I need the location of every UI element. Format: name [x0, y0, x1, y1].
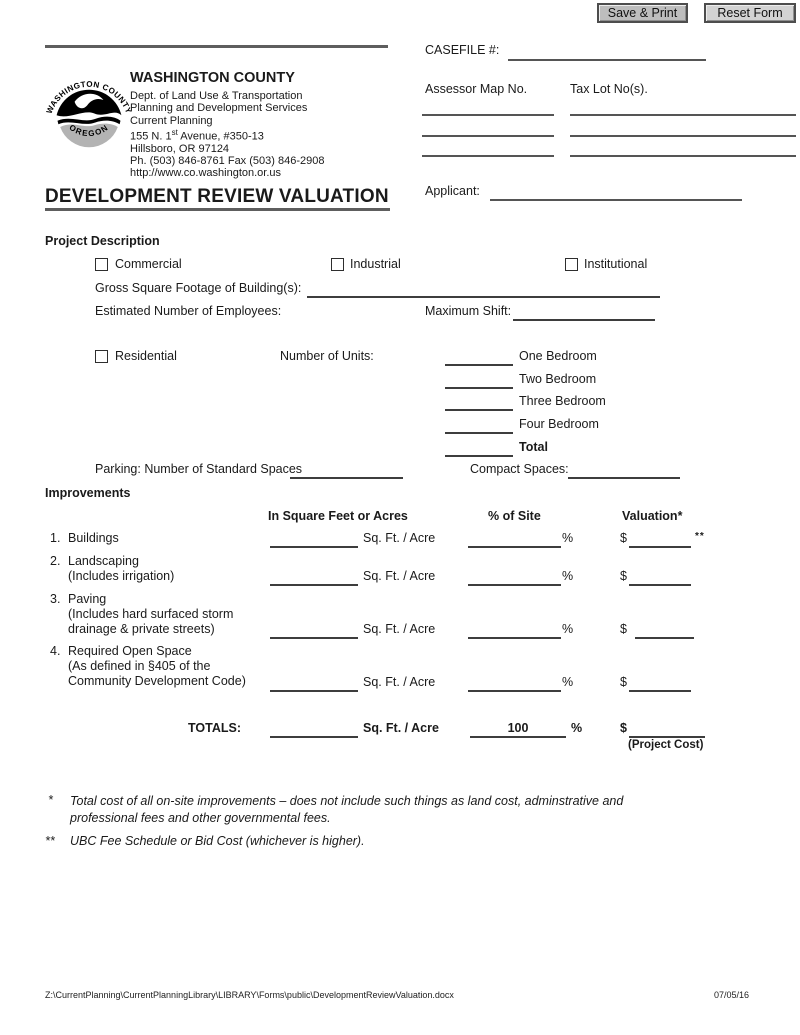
row2-label-line2: (Includes irrigation)	[68, 569, 175, 583]
agency-website: http://www.co.washington.or.us	[130, 167, 282, 180]
one-bedroom-input-line[interactable]	[445, 364, 513, 366]
row4-pct-input-line[interactable]	[468, 690, 561, 692]
row1-pct-input-line[interactable]	[468, 546, 561, 548]
residential-label: Residential	[115, 349, 177, 363]
agency-name: WASHINGTON COUNTY	[130, 70, 295, 86]
row4-dollar-sign: $	[620, 675, 627, 689]
three-bedroom-input-line[interactable]	[445, 409, 513, 411]
assessor-map-line-1[interactable]	[422, 114, 554, 116]
row4-label-line3: Community Development Code)	[68, 674, 246, 688]
row2-valuation-input-line[interactable]	[629, 584, 691, 586]
county-seal-logo	[44, 64, 134, 159]
parking-standard-input-line[interactable]	[290, 477, 403, 479]
footnote-dstar-line1: UBC Fee Schedule or Bid Cost (whichever is higher).	[70, 834, 365, 848]
title-rule	[45, 208, 390, 211]
tax-lot-line-2[interactable]	[570, 135, 796, 137]
row2-dollar-sign: $	[620, 569, 627, 583]
totals-pct-line	[470, 736, 566, 738]
max-shift-label: Maximum Shift:	[425, 304, 512, 318]
row3-label-line1: Paving	[68, 592, 107, 606]
tax-lot-line-1[interactable]	[570, 114, 796, 116]
row4-label-line2: (As defined in §405 of the	[68, 659, 211, 673]
four-bedroom-label: Four Bedroom	[519, 417, 599, 431]
assessor-map-line-3[interactable]	[422, 155, 554, 157]
applicant-input-line[interactable]	[490, 199, 742, 201]
col-header-valuation: Valuation*	[622, 509, 683, 523]
gross-footage-label: Gross Square Footage of Building(s):	[95, 281, 302, 295]
row4-valuation-input-line[interactable]	[629, 690, 691, 692]
row3-unit-suffix: Sq. Ft. / Acre	[363, 622, 436, 636]
row3-valuation-input-line[interactable]	[635, 637, 694, 639]
parking-standard-label: Parking: Number of Standard Spaces	[95, 462, 303, 476]
assessor-map-line-2[interactable]	[422, 135, 554, 137]
max-shift-input-line[interactable]	[513, 319, 655, 321]
number-of-units-label: Number of Units:	[280, 349, 374, 363]
agency-city: Hillsboro, OR 97124	[130, 142, 230, 155]
seal-wave-stripe	[58, 117, 121, 125]
three-bedroom-label: Three Bedroom	[519, 394, 606, 408]
footnote-dstar-marker: **	[45, 834, 55, 848]
header-rule	[45, 45, 388, 48]
county-seal-svg	[44, 64, 134, 154]
tax-lot-line-3[interactable]	[570, 155, 796, 157]
row1-dollar-sign: $	[620, 531, 627, 545]
agency-dept-line2: Planning and Development Services	[130, 102, 308, 115]
totals-pct-suffix: %	[571, 721, 583, 735]
four-bedroom-input-line[interactable]	[445, 432, 513, 434]
total-units-input-line[interactable]	[445, 455, 513, 457]
project-description-heading: Project Description	[45, 234, 160, 248]
footer-date: 07/05/16	[714, 990, 750, 1000]
row3-pct-input-line[interactable]	[468, 637, 561, 639]
row2-unit-suffix: Sq. Ft. / Acre	[363, 569, 436, 583]
footnote-star-line2: professional fees and other governmental fees.	[70, 811, 331, 825]
project-cost-label: (Project Cost)	[628, 739, 704, 751]
row1-label: Buildings	[68, 531, 119, 545]
col-header-site: % of Site	[488, 509, 541, 523]
seal-bottom-text: OREGON	[67, 122, 111, 139]
agency-phone: Ph. (503) 846-8761 Fax (503) 846-2908	[130, 155, 325, 168]
institutional-label: Institutional	[584, 257, 648, 271]
one-bedroom-label: One Bedroom	[519, 349, 597, 363]
footnote-star-line1: Total cost of all on-site improvements – does not include such things as land cost, adminstrative and	[70, 794, 624, 808]
form-title: DEVELOPMENT REVIEW VALUATION	[45, 186, 389, 207]
row4-sqft-input-line[interactable]	[270, 690, 358, 692]
assessor-map-label: Assessor Map No.	[425, 82, 528, 96]
compact-spaces-label: Compact Spaces:	[470, 462, 569, 476]
save-print-button[interactable]: Save & Print	[597, 3, 688, 23]
totals-sqft-input-line[interactable]	[270, 736, 358, 738]
footnote-star-marker: *	[48, 793, 53, 807]
row2-number: 2.	[50, 554, 61, 568]
applicant-label: Applicant:	[425, 184, 480, 198]
row3-sqft-input-line[interactable]	[270, 637, 358, 639]
casefile-label: CASEFILE #:	[425, 43, 500, 57]
employees-label: Estimated Number of Employees:	[95, 304, 282, 318]
casefile-input-line[interactable]	[508, 59, 706, 61]
row4-number: 4.	[50, 644, 61, 658]
industrial-checkbox[interactable]	[331, 258, 344, 271]
row1-unit-suffix: Sq. Ft. / Acre	[363, 531, 436, 545]
totals-pct-value: 100	[507, 721, 529, 735]
row4-unit-suffix: Sq. Ft. / Acre	[363, 675, 436, 689]
agency-address: 155 N. 1st Avenue, #350-13	[130, 127, 264, 143]
residential-checkbox[interactable]	[95, 350, 108, 363]
row2-sqft-input-line[interactable]	[270, 584, 358, 586]
row3-label-line3: drainage & private streets)	[68, 622, 215, 636]
row4-label-line1: Required Open Space	[68, 644, 192, 658]
total-units-label: Total	[519, 440, 548, 454]
institutional-checkbox[interactable]	[565, 258, 578, 271]
tax-lot-label: Tax Lot No(s).	[570, 82, 648, 96]
two-bedroom-label: Two Bedroom	[519, 372, 597, 386]
totals-unit-suffix: Sq. Ft. / Acre	[363, 721, 439, 735]
row1-number: 1.	[50, 531, 61, 545]
row2-pct-input-line[interactable]	[468, 584, 561, 586]
col-header-sqft: In Square Feet or Acres	[268, 509, 408, 523]
commercial-checkbox[interactable]	[95, 258, 108, 271]
totals-valuation-input-line[interactable]	[629, 736, 705, 738]
industrial-label: Industrial	[350, 257, 401, 271]
row1-sqft-input-line[interactable]	[270, 546, 358, 548]
row1-valuation-input-line[interactable]	[629, 546, 691, 548]
agency-block	[130, 70, 324, 180]
row2-label-line1: Landscaping	[68, 554, 139, 568]
gross-footage-input-line[interactable]	[307, 296, 660, 298]
improvements-heading: Improvements	[45, 486, 131, 500]
row4-pct-suffix: %	[562, 675, 574, 689]
agency-dept-line1: Dept. of Land Use & Transportation	[130, 90, 303, 102]
agency-dept-line3: Current Planning	[130, 114, 213, 127]
reset-form-button[interactable]: Reset Form	[704, 3, 796, 23]
totals-dollar-sign: $	[620, 721, 627, 735]
row1-pct-suffix: %	[562, 531, 574, 545]
row3-pct-suffix: %	[562, 622, 574, 636]
two-bedroom-input-line[interactable]	[445, 387, 513, 389]
row3-number: 3.	[50, 592, 61, 606]
row1-double-asterisk: **	[695, 531, 705, 542]
seal-top-text: WASHINGTON COUNTY	[44, 79, 134, 116]
row3-label-line2: (Includes hard surfaced storm	[68, 607, 234, 621]
compact-spaces-input-line[interactable]	[568, 477, 680, 479]
row3-dollar-sign: $	[620, 622, 627, 636]
row2-pct-suffix: %	[562, 569, 574, 583]
footer-file-path: Z:\CurrentPlanning\CurrentPlanningLibrary\LIBRARY\Forms\public\DevelopmentReviewValuation.docx	[45, 990, 454, 1000]
totals-label: TOTALS:	[188, 721, 242, 735]
commercial-label: Commercial	[115, 257, 182, 271]
